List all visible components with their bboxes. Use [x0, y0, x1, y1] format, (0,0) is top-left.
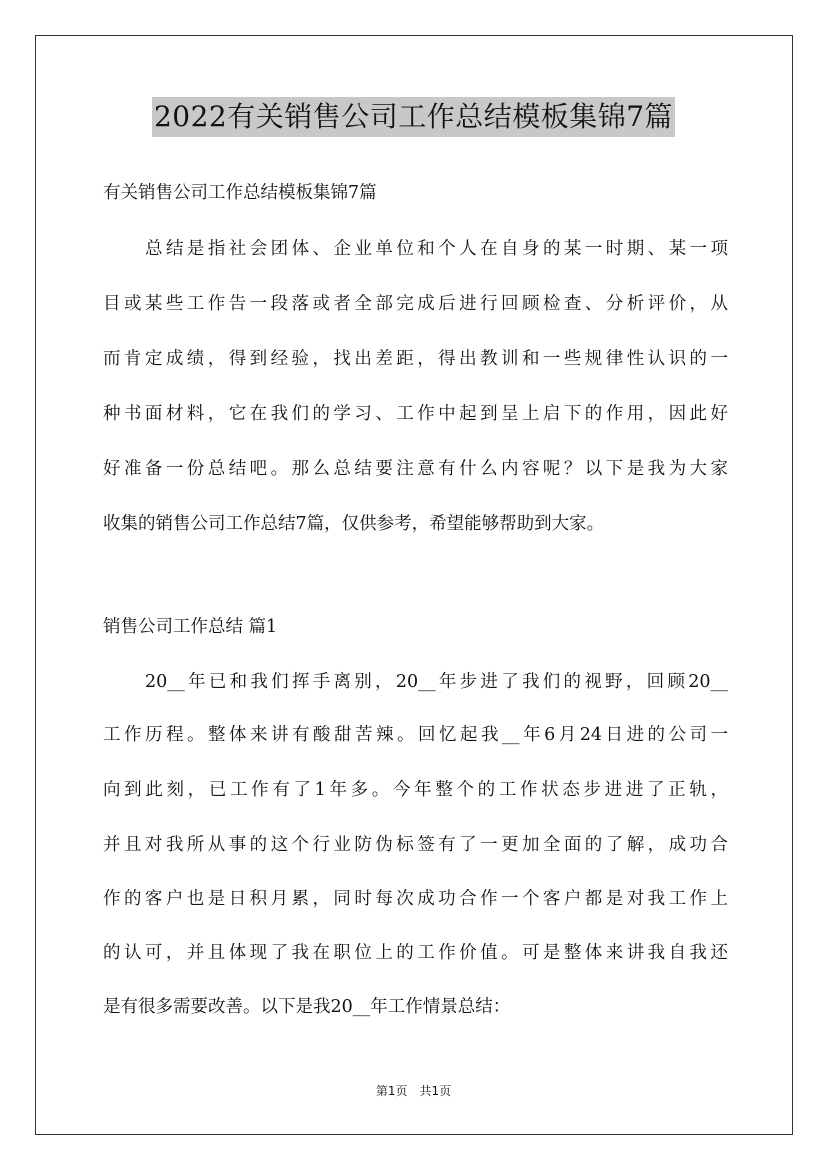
intro-line: 总结是指社会团体、企业单位和个人在自身的某一时期、某一项 — [145, 239, 728, 259]
page-number-footer: 第1页 共1页 — [375, 1084, 452, 1098]
section-line: 是有很多需要改善。以下是我20__年工作情景总结： — [103, 997, 511, 1017]
section-heading: 销售公司工作总结 篇1 — [103, 617, 278, 637]
intro-line: 种书面材料，它在我们的学习、工作中起到呈上启下的作用，因此好 — [103, 404, 728, 424]
intro-line: 而肯定成绩，得到经验，找出差距，得出教训和一些规律性认识的一 — [103, 349, 728, 369]
section-line: 作的客户也是日积月累，同时每次成功合作一个客户都是对我工作上 — [103, 889, 728, 909]
intro-line: 目或某些工作告一段落或者全部完成后进行回顾检查、分析评价，从 — [103, 294, 728, 314]
section-line: 工作历程。整体来讲有酸甜苦辣。回忆起我__年6月24日进的公司一 — [103, 725, 728, 745]
section-line: 向到此刻，已工作有了1年多。今年整个的工作状态步进进了正轨， — [103, 780, 728, 800]
document-subtitle: 有关销售公司工作总结模板集锦7篇 — [103, 183, 377, 203]
section-line: 20__年已和我们挥手离别，20__年步进了我们的视野，回顾20__ — [145, 672, 728, 692]
document-title: 2022有关销售公司工作总结模板集锦7篇 — [0, 96, 827, 137]
section-line: 并且对我所从事的这个行业防伪标签有了一更加全面的了解，成功合 — [103, 835, 728, 855]
intro-line: 好准备一份总结吧。那么总结要注意有什么内容呢？以下是我为大家 — [103, 459, 728, 479]
intro-line: 收集的销售公司工作总结7篇，仅供参考，希望能够帮助到大家。 — [103, 514, 605, 534]
section-line: 的认可，并且体现了我在职位上的工作价值。可是整体来讲我自我还 — [103, 943, 728, 963]
